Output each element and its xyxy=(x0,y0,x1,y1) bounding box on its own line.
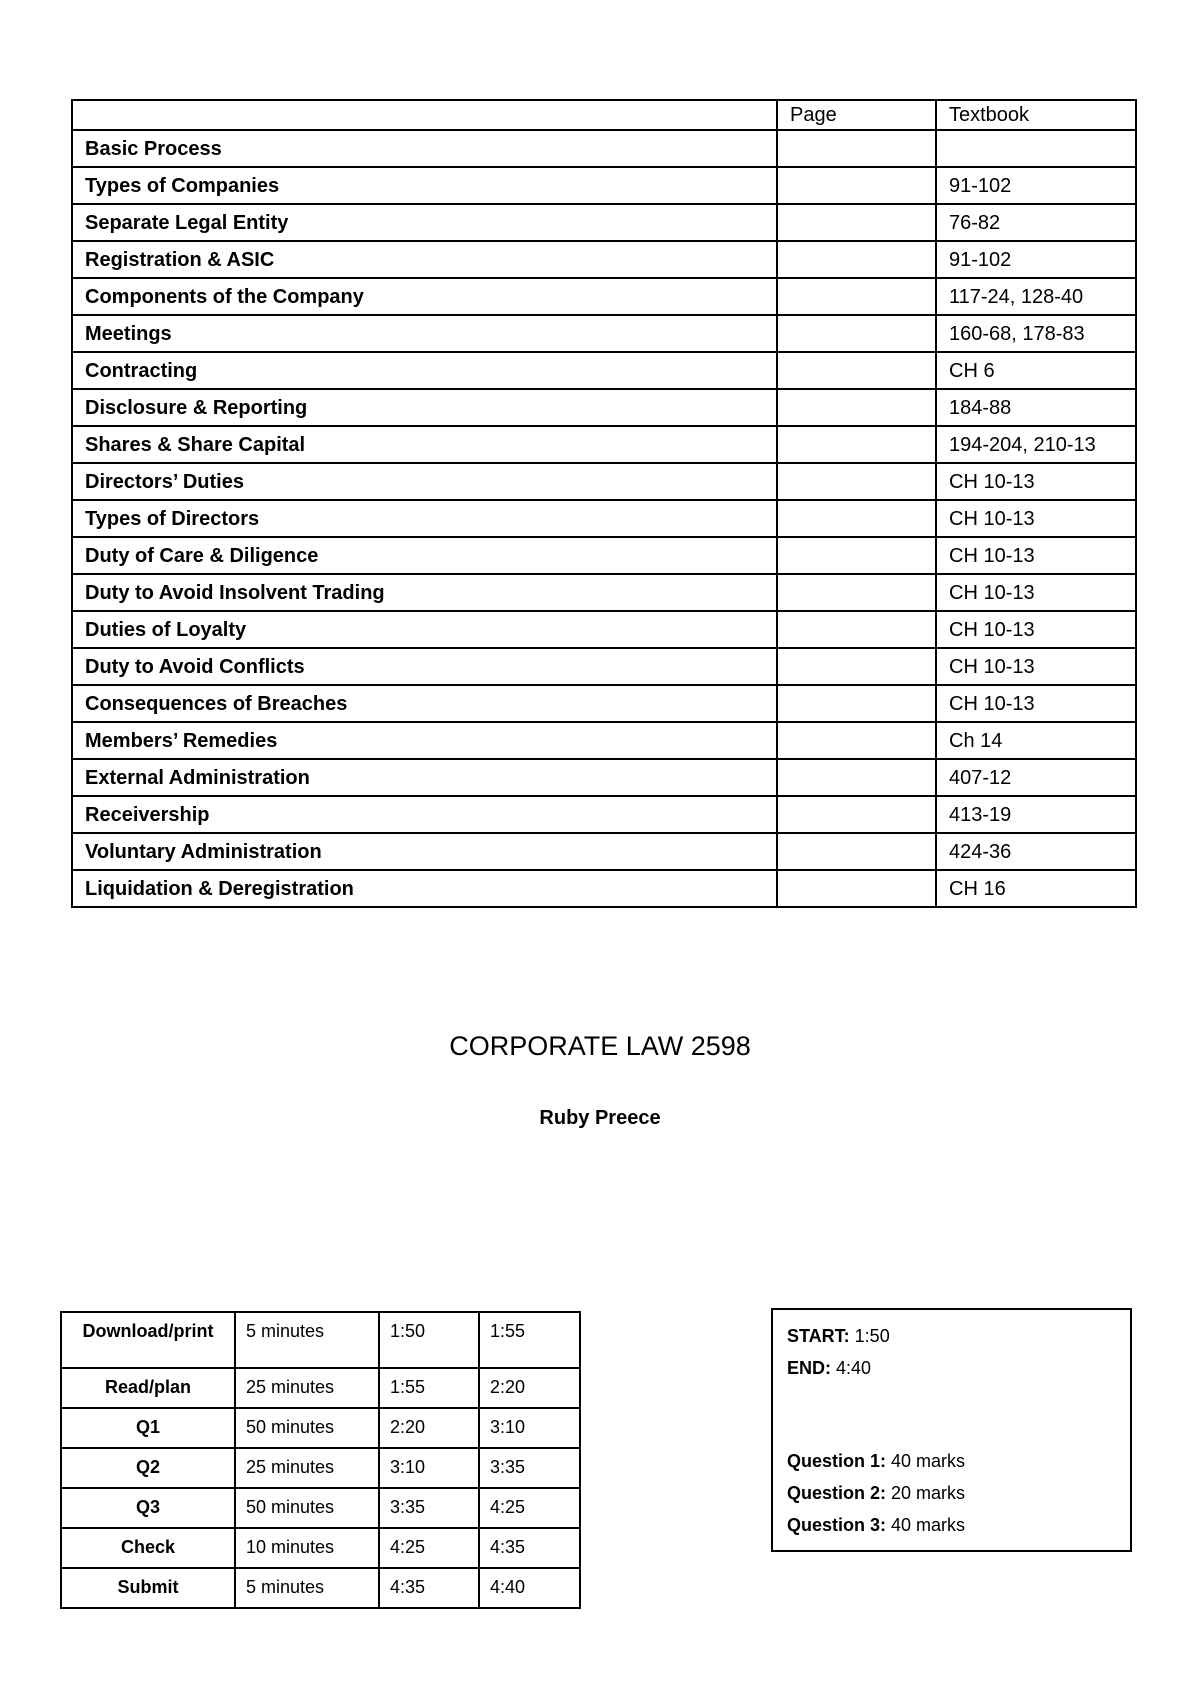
document-author: Ruby Preece xyxy=(539,1107,661,1129)
page-cell xyxy=(777,537,936,574)
start-label: START: xyxy=(787,1326,850,1346)
page-cell xyxy=(777,278,936,315)
topic-cell: Contracting xyxy=(72,352,777,389)
schedule-end: 2:20 xyxy=(479,1368,580,1408)
topic-cell: Duties of Loyalty xyxy=(72,611,777,648)
page-cell xyxy=(777,315,936,352)
textbook-cell: CH 16 xyxy=(936,870,1136,907)
topic-cell: External Administration xyxy=(72,759,777,796)
topic-cell: Duty of Care & Diligence xyxy=(72,537,777,574)
schedule-task: Submit xyxy=(61,1568,235,1608)
table-row xyxy=(72,130,1136,167)
schedule-start: 3:35 xyxy=(379,1488,479,1528)
table-row xyxy=(72,352,1136,389)
topics-table xyxy=(71,99,1137,908)
question-line xyxy=(787,1477,1116,1509)
textbook-cell: 407-12 xyxy=(936,759,1136,796)
table-row xyxy=(72,833,1136,870)
schedule-duration: 25 minutes xyxy=(235,1368,379,1408)
table-row xyxy=(72,278,1136,315)
page-cell xyxy=(777,759,936,796)
table-row xyxy=(72,389,1136,426)
end-line xyxy=(787,1352,1116,1384)
question-label: Question 2: xyxy=(787,1483,887,1503)
page-cell xyxy=(777,500,936,537)
schedule-row xyxy=(61,1568,580,1608)
schedule-row xyxy=(61,1528,580,1568)
table-row xyxy=(72,722,1136,759)
topic-cell: Registration & ASIC xyxy=(72,241,777,278)
schedule-task: Read/plan xyxy=(61,1368,235,1408)
question-marks: 20 marks xyxy=(886,1483,966,1503)
topic-cell: Directors’ Duties xyxy=(72,463,777,500)
schedule-task: Q1 xyxy=(61,1408,235,1448)
page-cell xyxy=(777,796,936,833)
textbook-cell: 424-36 xyxy=(936,833,1136,870)
textbook-cell: CH 10-13 xyxy=(936,648,1136,685)
end-label: END: xyxy=(787,1358,831,1378)
header-page: Page xyxy=(777,100,936,130)
question-label: Question 3: xyxy=(787,1515,887,1535)
question-label: Question 1: xyxy=(787,1451,887,1471)
schedule-end: 3:10 xyxy=(479,1408,580,1448)
textbook-cell: CH 10-13 xyxy=(936,500,1136,537)
table-row xyxy=(72,685,1136,722)
page-cell xyxy=(777,130,936,167)
textbook-cell: CH 10-13 xyxy=(936,574,1136,611)
textbook-cell: 76-82 xyxy=(936,204,1136,241)
start-value: 1:50 xyxy=(849,1326,890,1346)
page-cell xyxy=(777,685,936,722)
schedule-duration: 5 minutes xyxy=(235,1568,379,1608)
textbook-cell: 194-204, 210-13 xyxy=(936,426,1136,463)
schedule-end: 3:35 xyxy=(479,1448,580,1488)
topic-cell: Basic Process xyxy=(72,130,777,167)
schedule-row xyxy=(61,1408,580,1448)
table-row xyxy=(72,167,1136,204)
textbook-cell: 91-102 xyxy=(936,241,1136,278)
table-row xyxy=(72,426,1136,463)
question-marks: 40 marks xyxy=(886,1451,966,1471)
topic-cell: Liquidation & Deregistration xyxy=(72,870,777,907)
schedule-end: 4:25 xyxy=(479,1488,580,1528)
page-cell xyxy=(777,463,936,500)
schedule-start: 3:10 xyxy=(379,1448,479,1488)
page-cell xyxy=(777,389,936,426)
textbook-cell: 117-24, 128-40 xyxy=(936,278,1136,315)
textbook-cell: 184-88 xyxy=(936,389,1136,426)
question-marks: 40 marks xyxy=(886,1515,966,1535)
schedule-duration: 10 minutes xyxy=(235,1528,379,1568)
schedule-duration: 25 minutes xyxy=(235,1448,379,1488)
schedule-row xyxy=(61,1368,580,1408)
schedule-row xyxy=(61,1448,580,1488)
textbook-cell: CH 10-13 xyxy=(936,463,1136,500)
schedule-task: Q3 xyxy=(61,1488,235,1528)
page-cell xyxy=(777,204,936,241)
schedule-duration: 5 minutes xyxy=(235,1312,379,1368)
schedule-start: 1:55 xyxy=(379,1368,479,1408)
exam-summary-box xyxy=(771,1308,1132,1552)
schedule-end: 4:35 xyxy=(479,1528,580,1568)
schedule-task: Q2 xyxy=(61,1448,235,1488)
schedule-start: 4:25 xyxy=(379,1528,479,1568)
topic-cell: Separate Legal Entity xyxy=(72,204,777,241)
page-cell xyxy=(777,611,936,648)
table-row xyxy=(72,315,1136,352)
spacer xyxy=(787,1384,1116,1445)
schedule-row xyxy=(61,1488,580,1528)
schedule-start: 2:20 xyxy=(379,1408,479,1448)
table-row xyxy=(72,537,1136,574)
start-line xyxy=(787,1320,1116,1352)
topic-cell: Duty to Avoid Insolvent Trading xyxy=(72,574,777,611)
topic-cell: Components of the Company xyxy=(72,278,777,315)
page-cell xyxy=(777,574,936,611)
topic-cell: Voluntary Administration xyxy=(72,833,777,870)
page-cell xyxy=(777,426,936,463)
page-cell xyxy=(777,722,936,759)
table-row xyxy=(72,241,1136,278)
schedule-start: 1:50 xyxy=(379,1312,479,1368)
textbook-cell: 91-102 xyxy=(936,167,1136,204)
page-cell xyxy=(777,167,936,204)
header-textbook: Textbook xyxy=(936,100,1136,130)
textbook-cell: CH 6 xyxy=(936,352,1136,389)
topics-header-row xyxy=(72,100,1136,130)
topic-cell: Disclosure & Reporting xyxy=(72,389,777,426)
schedule-task: Download/print xyxy=(61,1312,235,1368)
textbook-cell: CH 10-13 xyxy=(936,537,1136,574)
end-value: 4:40 xyxy=(831,1358,872,1378)
table-row xyxy=(72,759,1136,796)
question-line xyxy=(787,1445,1116,1477)
page-cell xyxy=(777,648,936,685)
table-row xyxy=(72,574,1136,611)
topic-cell: Duty to Avoid Conflicts xyxy=(72,648,777,685)
schedule-start: 4:35 xyxy=(379,1568,479,1608)
document-title: CORPORATE LAW 2598 xyxy=(449,1031,751,1061)
table-row xyxy=(72,648,1136,685)
question-line xyxy=(787,1509,1116,1541)
page-cell xyxy=(777,241,936,278)
table-row xyxy=(72,611,1136,648)
textbook-cell: 413-19 xyxy=(936,796,1136,833)
schedule-duration: 50 minutes xyxy=(235,1408,379,1448)
schedule-end: 4:40 xyxy=(479,1568,580,1608)
schedule-duration: 50 minutes xyxy=(235,1488,379,1528)
header-topic xyxy=(72,100,777,130)
topic-cell: Members’ Remedies xyxy=(72,722,777,759)
table-row xyxy=(72,204,1136,241)
page-cell xyxy=(777,352,936,389)
topic-cell: Meetings xyxy=(72,315,777,352)
topic-cell: Receivership xyxy=(72,796,777,833)
textbook-cell: CH 10-13 xyxy=(936,685,1136,722)
topic-cell: Consequences of Breaches xyxy=(72,685,777,722)
schedule-end: 1:55 xyxy=(479,1312,580,1368)
table-row xyxy=(72,463,1136,500)
table-row xyxy=(72,870,1136,907)
page-cell xyxy=(777,833,936,870)
table-row xyxy=(72,500,1136,537)
table-row xyxy=(72,796,1136,833)
schedule-table xyxy=(60,1311,581,1609)
topic-cell: Types of Companies xyxy=(72,167,777,204)
textbook-cell: Ch 14 xyxy=(936,722,1136,759)
page-cell xyxy=(777,870,936,907)
schedule-task: Check xyxy=(61,1528,235,1568)
textbook-cell: 160-68, 178-83 xyxy=(936,315,1136,352)
textbook-cell xyxy=(936,130,1136,167)
topic-cell: Shares & Share Capital xyxy=(72,426,777,463)
schedule-row xyxy=(61,1312,580,1368)
topic-cell: Types of Directors xyxy=(72,500,777,537)
textbook-cell: CH 10-13 xyxy=(936,611,1136,648)
